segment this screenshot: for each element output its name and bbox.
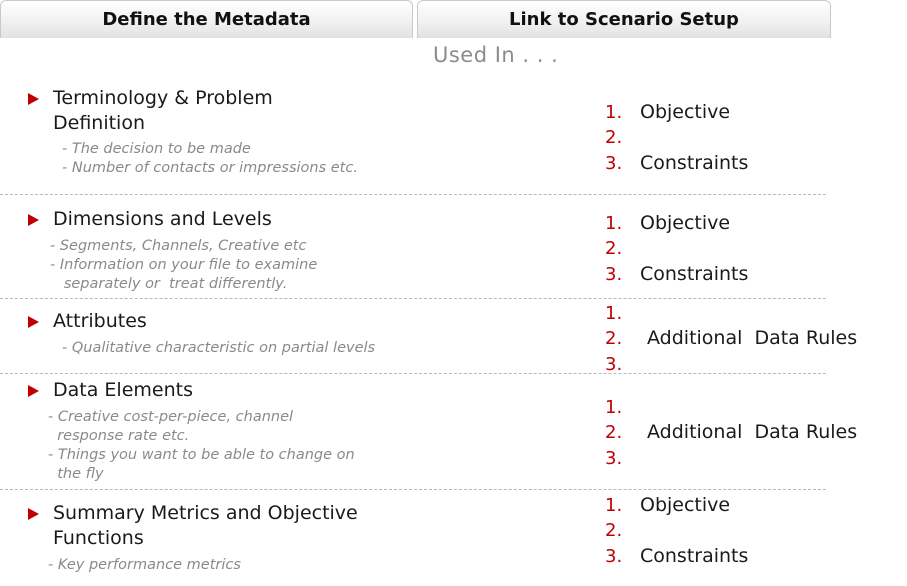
item-value: Objective (640, 494, 731, 516)
item-number: 3. (605, 448, 623, 469)
item-value: Objective (640, 101, 731, 123)
section-divider (0, 194, 826, 195)
section-title-line: Summary Metrics and Objective (53, 502, 358, 524)
item-number: 3. (605, 153, 623, 174)
bullet-arrow-icon (28, 93, 39, 105)
item-number: 1. (605, 213, 623, 234)
used-in-heading: Used In . . . (433, 43, 559, 67)
bullet-arrow-icon (28, 508, 39, 520)
item-number: 1. (605, 102, 623, 123)
section-sub-item: - Things you want to be able to change on (48, 447, 355, 463)
section-title-line: Definition (53, 112, 146, 134)
item-number: 2. (605, 520, 623, 541)
tab-link-scenario-setup[interactable]: Link to Scenario Setup (417, 0, 831, 38)
section-title (53, 309, 413, 334)
section-sub-item: - The decision to be made (62, 141, 251, 157)
section-sub-item: response rate etc. (48, 428, 190, 444)
item-number: 1. (605, 397, 623, 418)
section-sub-item: - Creative cost-per-piece, channel (48, 409, 294, 425)
section-sub-item: separately or treat differently. (50, 276, 288, 292)
section-title-line: Dimensions and Levels (53, 208, 272, 230)
section-title (53, 86, 413, 136)
item-number: 3. (605, 546, 623, 567)
bullet-arrow-icon (28, 214, 39, 226)
section-sub-item: - Key performance metrics (48, 557, 241, 573)
section-title-line: Functions (53, 527, 144, 549)
section-title-line: Terminology & Problem (53, 87, 273, 109)
section-divider (0, 489, 826, 490)
item-value: Constraints (640, 152, 749, 174)
item-value: Constraints (640, 263, 749, 285)
item-value: Additional Data Rules (647, 327, 858, 349)
section-title (53, 378, 413, 403)
item-number: 1. (605, 495, 623, 516)
item-number: 3. (605, 354, 623, 375)
section-sub-item: the fly (48, 466, 104, 482)
section-title (53, 207, 413, 232)
section-sub-item: - Segments, Channels, Creative etc (50, 238, 307, 254)
section-sub-item: - Number of contacts or impressions etc. (62, 160, 358, 176)
section-title-line: Attributes (53, 310, 147, 332)
tab-define-metadata[interactable]: Define the Metadata (0, 0, 413, 38)
section-divider (0, 373, 826, 374)
item-number: 2. (605, 238, 623, 259)
section-divider (0, 298, 826, 299)
section-title (53, 501, 413, 551)
item-value: Additional Data Rules (647, 421, 858, 443)
section-sub-item: - Qualitative characteristic on partial levels (62, 340, 376, 356)
item-number: 3. (605, 264, 623, 285)
section-title-line: Data Elements (53, 379, 193, 401)
item-number: 2. (605, 127, 623, 148)
section-sub-item: - Information on your file to examine (50, 257, 318, 273)
bullet-arrow-icon (28, 385, 39, 397)
item-number: 1. (605, 303, 623, 324)
item-number: 2. (605, 328, 623, 349)
item-value: Objective (640, 212, 731, 234)
item-value: Constraints (640, 545, 749, 567)
bullet-arrow-icon (28, 316, 39, 328)
item-number: 2. (605, 422, 623, 443)
